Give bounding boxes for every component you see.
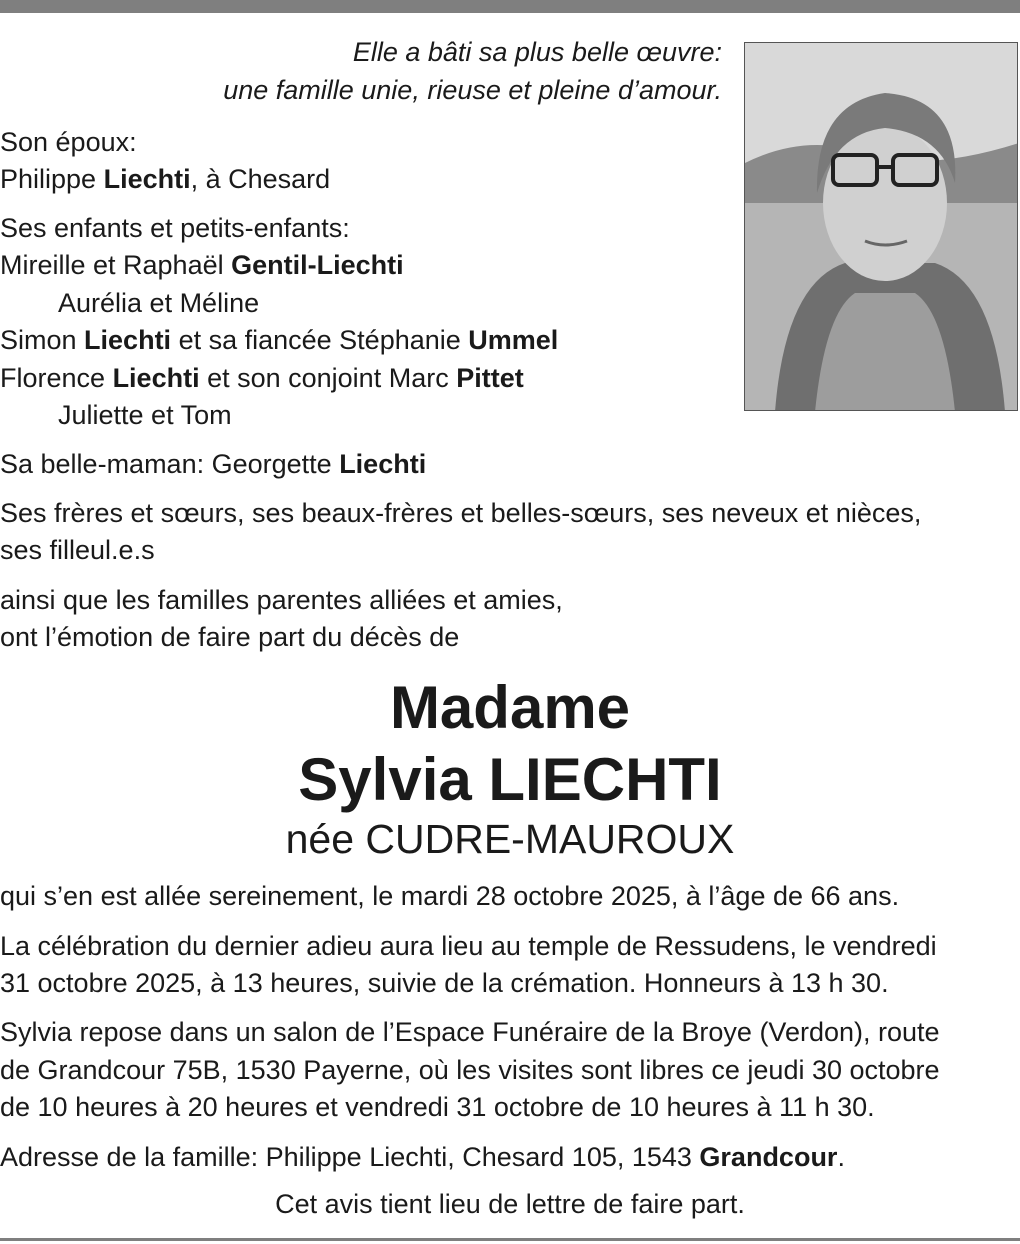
family-address-end: . xyxy=(837,1142,845,1172)
deceased-maiden-name: née CUDRE-MAUROUX xyxy=(285,816,735,862)
ceremony-line-2: 31 octobre 2025, à 13 heures, suivie de la crémation. Honneurs à 13 h 30. xyxy=(0,968,889,998)
mother-in-law-name: Liechti xyxy=(339,449,427,479)
portrait-illustration xyxy=(745,43,1018,411)
spouse-heading: Son époux: xyxy=(0,127,137,157)
rest-line-2: de Grandcour 75B, 1530 Payerne, où les visites sont libres ce jeudi 30 octobre xyxy=(0,1055,940,1085)
families-line-2: ont l’émotion de faire part du décès de xyxy=(0,622,460,652)
bottom-rule xyxy=(0,1238,1020,1241)
children-row-3-d: Pittet xyxy=(456,363,524,393)
epigraph-line-1: Elle a bâti sa plus belle œuvre: xyxy=(352,37,722,67)
children-row-2-b: Liechti xyxy=(84,325,172,355)
siblings-line-2: ses filleul.e.s xyxy=(0,535,155,565)
deceased-name: Sylvia LIECHTI xyxy=(298,746,722,813)
spouse-place: , à Chesard xyxy=(190,164,331,194)
children-row-3-a: Florence xyxy=(0,363,113,393)
children-heading: Ses enfants et petits-enfants: xyxy=(0,213,350,243)
children-row-3-c: et son conjoint Marc xyxy=(199,363,457,393)
passing-line: qui s’en est allée sereinement, le mardi 28 octobre 2025, à l’âge de 66 ans. xyxy=(0,881,900,911)
epigraph xyxy=(100,34,722,109)
top-rule xyxy=(0,0,1020,13)
children-row-1-names: Mireille et Raphaël xyxy=(0,250,232,280)
mother-in-law-text: Sa belle-maman: Georgette xyxy=(0,449,340,479)
children-row-2-a: Simon xyxy=(0,325,85,355)
closing-note: Cet avis tient lieu de lettre de faire part. xyxy=(275,1189,745,1219)
family-address xyxy=(0,1139,845,1177)
children-row-1-surname: Gentil-Liechti xyxy=(231,250,404,280)
family-address-place: Grandcour xyxy=(699,1142,838,1172)
grandchildren-row-1: Aurélia et Méline xyxy=(58,288,260,318)
deceased-title: Madame xyxy=(389,674,631,741)
family-address-text: Adresse de la famille: Philippe Liechti, Chesard 105, 1543 xyxy=(0,1142,700,1172)
spouse-first-name: Philippe xyxy=(0,164,104,194)
spouse-line xyxy=(0,161,330,199)
rest-line-3: de 10 heures à 20 heures et vendredi 31 octobre de 10 heures à 11 h 30. xyxy=(0,1092,875,1122)
epigraph-line-2: une famille unie, rieuse et pleine d’amour. xyxy=(223,74,722,105)
children-row-2-d: Ummel xyxy=(468,325,559,355)
rest-line-1: Sylvia repose dans un salon de l’Espace Funéraire de la Broye (Verdon), route xyxy=(0,1017,940,1047)
children-row-3-b: Liechti xyxy=(112,363,200,393)
children-row-1 xyxy=(0,247,404,285)
children-row-3 xyxy=(0,360,524,398)
mother-in-law-line xyxy=(0,446,426,484)
siblings-line-1: Ses frères et sœurs, ses beaux-frères et belles-sœurs, ses neveux et nièces, xyxy=(0,498,922,528)
portrait-photo xyxy=(744,42,1018,411)
spouse-last-name: Liechti xyxy=(103,164,191,194)
families-line-1: ainsi que les familles parentes alliées et amies, xyxy=(0,585,563,615)
grandchildren-row-2: Juliette et Tom xyxy=(58,400,232,430)
children-row-2 xyxy=(0,322,558,360)
children-row-2-c: et sa fiancée Stéphanie xyxy=(171,325,469,355)
ceremony-line-1: La célébration du dernier adieu aura lieu au temple de Ressudens, le vendredi xyxy=(0,931,937,961)
